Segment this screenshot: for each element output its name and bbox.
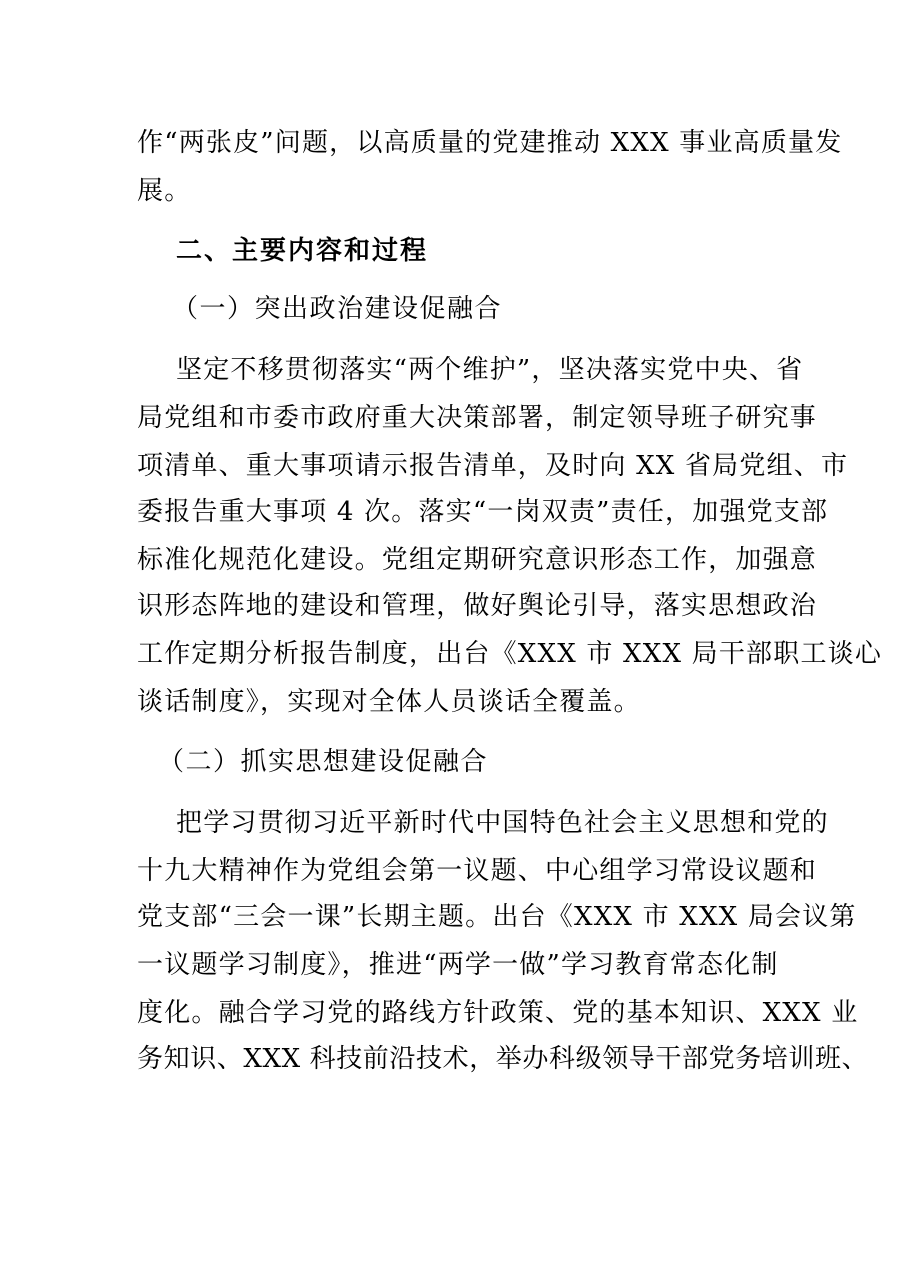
section-heading: 二、主要内容和过程 (176, 236, 429, 266)
subsection-title: （二）抓实思想建设促融合 (158, 747, 489, 777)
paragraph-line: 党支部“三会一课”长期主题。出台《XXX 市 XXX 局会议第 (137, 902, 857, 932)
paragraph-line: 局党组和市委市政府重大决策部署，制定领导班子研究事 (137, 403, 818, 433)
paragraph-line: 项清单、重大事项请示报告清单，及时向 XX 省局党组、市 (137, 451, 849, 481)
paragraph-line: 把学习贯彻习近平新时代中国特色社会主义思想和党的 (176, 808, 829, 838)
paragraph-line: 委报告重大事项 4 次。落实“一岗双责”责任，加强党支部 (137, 497, 829, 527)
subsection-title: （一）突出政治建设促融合 (172, 294, 503, 324)
paragraph-line: 务知识、XXX 科技前沿技术，举办科级领导干部党务培训班、 (137, 1044, 869, 1074)
paragraph-line: 谈话制度》，实现对全体人员谈话全覆盖。 (137, 687, 641, 717)
paragraph-line: 度化。融合学习党的路线方针政策、党的基本知识、XXX 业 (137, 998, 859, 1028)
paragraph-line: 识形态阵地的建设和管理，做好舆论引导，落实思想政治 (137, 591, 818, 621)
paragraph-line: 工作定期分析报告制度，出台《XXX 市 XXX 局干部职工谈心 (137, 639, 883, 669)
paragraph-line: 坚定不移贯彻落实“两个维护”，坚决落实党中央、省 (176, 355, 804, 385)
intro-line: 展。 (137, 176, 192, 206)
paragraph-line: 十九大精神作为党组会第一议题、中心组学习常设议题和 (137, 856, 818, 886)
intro-line: 作“两张皮”问题，以高质量的党建推动 XXX 事业高质量发 (137, 128, 843, 158)
paragraph-line: 标准化规范化建设。党组定期研究意识形态工作，加强意 (137, 545, 818, 575)
paragraph-line: 一议题学习制度》，推进“两学一做”学习教育常态化制 (137, 950, 779, 980)
